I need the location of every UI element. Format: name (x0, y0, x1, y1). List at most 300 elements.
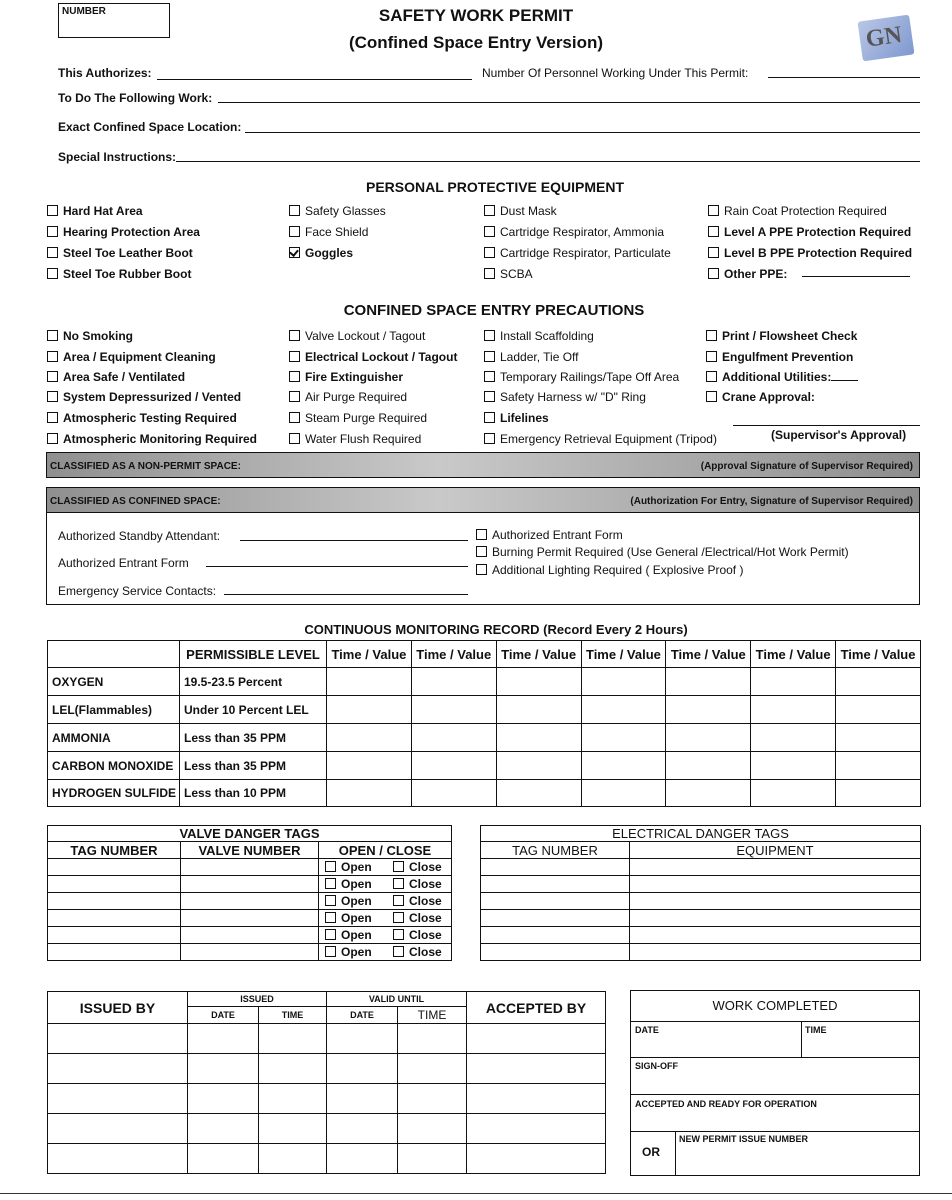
valid-time-cell[interactable] (398, 1054, 467, 1084)
valid-time-cell[interactable] (398, 1084, 467, 1114)
tag-cell[interactable] (48, 944, 181, 961)
prec-lifelines[interactable] (484, 411, 549, 425)
issued-by-cell[interactable] (48, 1024, 188, 1054)
equipment-cell[interactable] (630, 927, 921, 944)
time-value-header: Time / Value (581, 641, 666, 668)
checkbox-icon (47, 330, 58, 341)
reading-cell[interactable] (751, 780, 836, 807)
ppe-label: Hearing Protection Area (63, 225, 200, 239)
equipment-cell[interactable] (630, 910, 921, 927)
permissible-level: Less than 35 PPM (180, 724, 327, 752)
precaution-label: Electrical Lockout / Tagout (305, 350, 458, 364)
prec-steam-purge[interactable] (289, 411, 427, 425)
precaution-label: Air Purge Required (305, 390, 408, 404)
time-value-header: Time / Value (327, 641, 412, 668)
option-label: Burning Permit Required (Use General /Electrical/Hot Work Permit) (492, 545, 849, 559)
non-permit-label: CLASSIFIED AS A NON-PERMIT SPACE: (50, 461, 241, 472)
option-label: Authorized Entrant Form (492, 528, 623, 542)
table-row (48, 893, 452, 910)
permissible-level: Less than 10 PPM (180, 780, 327, 807)
close-option[interactable] (393, 928, 442, 942)
checkbox-icon (708, 247, 719, 258)
checkbox-icon (325, 861, 336, 872)
prec-electrical-lockout[interactable] (289, 350, 457, 364)
wc-time-divider (801, 1021, 802, 1057)
equipment-cell[interactable] (630, 876, 921, 893)
prec-area-cleaning[interactable] (47, 350, 216, 364)
precaution-label: Print / Flowsheet Check (722, 329, 858, 343)
other-ppe-field[interactable] (802, 276, 910, 277)
reading-cell[interactable] (496, 724, 581, 752)
reading-cell[interactable] (411, 668, 496, 696)
valid-date-cell[interactable] (327, 1144, 398, 1174)
ppe-dust-mask[interactable] (484, 204, 557, 218)
ppe-heading: PERSONAL PROTECTIVE EQUIPMENT (366, 179, 624, 195)
precaution-label: Emergency Retrieval Equipment (Tripod) (500, 432, 717, 446)
precaution-label: Ladder, Tie Off (500, 350, 579, 364)
open-label: Open (341, 860, 372, 874)
valid-time-cell[interactable] (398, 1144, 467, 1174)
close-label: Close (409, 877, 442, 891)
table-row (481, 944, 921, 961)
checkbox-icon (47, 247, 58, 258)
ppe-face-shield[interactable] (289, 225, 368, 239)
checkbox-icon (484, 433, 495, 444)
table-row (481, 927, 921, 944)
accepted-by-cell[interactable] (467, 1084, 606, 1114)
non-permit-band (46, 452, 920, 478)
ppe-label: Steel Toe Leather Boot (63, 246, 193, 260)
monitoring-table (47, 640, 921, 807)
logo-text: GN (864, 21, 904, 53)
checkbox-icon (484, 268, 495, 279)
close-label: Close (409, 860, 442, 874)
checkbox-icon (706, 330, 717, 341)
accepted-by-cell[interactable] (467, 1144, 606, 1174)
ppe-level-b[interactable] (708, 246, 912, 260)
checkbox-icon (393, 878, 404, 889)
table-row (48, 668, 921, 696)
standby-label: Authorized Standby Attendant: (58, 529, 221, 543)
issued-date-cell[interactable] (188, 1084, 259, 1114)
ppe-hard-hat[interactable] (47, 204, 143, 218)
ppe-rubber-boot[interactable] (47, 267, 191, 281)
checkbox-icon (325, 895, 336, 906)
reading-cell[interactable] (327, 724, 412, 752)
prec-no-smoking[interactable] (47, 329, 133, 343)
open-label: Open (341, 911, 372, 925)
wc-divider (631, 1094, 919, 1095)
ppe-safety-glasses[interactable] (289, 204, 386, 218)
emergency-field[interactable] (224, 594, 468, 595)
checkbox-icon (393, 946, 404, 957)
ppe-label: Hard Hat Area (63, 204, 143, 218)
reading-cell[interactable] (327, 696, 412, 724)
checkbox-icon (289, 433, 300, 444)
wc-signoff-label: SIGN-OFF (635, 1061, 678, 1071)
issued-date-cell[interactable] (188, 1054, 259, 1084)
wc-time-label: TIME (805, 1025, 827, 1035)
close-option[interactable] (393, 945, 442, 959)
precaution-label: Install Scaffolding (500, 329, 594, 343)
checkbox-icon (47, 268, 58, 279)
accepted-by-header: ACCEPTED BY (467, 992, 606, 1024)
checkbox-icon (47, 391, 58, 402)
reading-cell[interactable] (836, 780, 921, 807)
prec-harness[interactable] (484, 390, 646, 404)
ppe-label: Face Shield (305, 225, 369, 239)
table-row (48, 927, 452, 944)
equipment-header: EQUIPMENT (630, 842, 921, 859)
ppe-goggles[interactable] (289, 246, 353, 260)
issued-time-cell[interactable] (259, 1084, 327, 1114)
close-option[interactable] (393, 911, 442, 925)
reading-cell[interactable] (327, 752, 412, 780)
tag-cell[interactable] (48, 859, 181, 876)
checkbox-icon (476, 529, 487, 540)
reading-cell[interactable] (496, 780, 581, 807)
precaution-label: Area Safe / Ventilated (63, 370, 186, 384)
issued-header: ISSUED (188, 992, 327, 1007)
ppe-label: Dust Mask (500, 204, 557, 218)
ppe-leather-boot[interactable] (47, 246, 193, 260)
precaution-label: Atmospheric Monitoring Required (63, 432, 258, 446)
reading-cell[interactable] (836, 696, 921, 724)
utilities-field[interactable] (831, 380, 858, 381)
reading-cell[interactable] (751, 752, 836, 780)
checkbox-icon (484, 391, 495, 402)
authorizes-field[interactable] (157, 79, 472, 80)
valve-number-header: VALVE NUMBER (181, 842, 319, 859)
time-value-header: Time / Value (496, 641, 581, 668)
prec-water-flush[interactable] (289, 432, 421, 446)
valve-tags-table (47, 825, 452, 961)
close-option[interactable] (393, 877, 442, 891)
issued-by-cell[interactable] (48, 1114, 188, 1144)
ppe-level-a[interactable] (708, 225, 911, 239)
ppe-other[interactable] (708, 267, 787, 281)
open-option[interactable] (325, 928, 393, 942)
precaution-label: System Depressurized / Vented (63, 390, 242, 404)
gn-logo (857, 15, 914, 62)
table-row (48, 780, 921, 807)
valve-cell[interactable] (181, 859, 319, 876)
ppe-scba[interactable] (484, 267, 533, 281)
checkbox-icon (708, 205, 719, 216)
entrant-label: Authorized Entrant Form (58, 556, 189, 570)
reading-cell[interactable] (581, 752, 666, 780)
reading-cell[interactable] (751, 696, 836, 724)
issued-date-cell[interactable] (188, 1144, 259, 1174)
tag-cell[interactable] (48, 927, 181, 944)
issued-by-cell[interactable] (48, 1084, 188, 1114)
ppe-label: Cartridge Respirator, Particulate (500, 246, 671, 260)
work-field[interactable] (218, 102, 920, 103)
ppe-label: Cartridge Respirator, Ammonia (500, 225, 665, 239)
ppe-label: Other PPE: (724, 267, 788, 281)
accepted-by-cell[interactable] (467, 1114, 606, 1144)
open-option[interactable] (325, 894, 393, 908)
reading-cell[interactable] (411, 752, 496, 780)
precaution-label: Area / Equipment Cleaning (63, 350, 216, 364)
issued-date-cell[interactable] (188, 1024, 259, 1054)
accepted-by-cell[interactable] (467, 1024, 606, 1054)
open-option[interactable] (325, 945, 393, 959)
reading-cell[interactable] (666, 752, 751, 780)
page-subtitle: (Confined Space Entry Version) (348, 33, 604, 52)
issued-time-cell[interactable] (259, 1054, 327, 1084)
ppe-hearing[interactable] (47, 225, 200, 239)
opt-entrant-form[interactable] (476, 528, 623, 542)
close-label: Close (409, 945, 442, 959)
equipment-cell[interactable] (630, 859, 921, 876)
table-row (48, 1084, 606, 1114)
reading-cell[interactable] (751, 724, 836, 752)
page-title: SAFETY WORK PERMIT (378, 6, 574, 25)
valve-cell[interactable] (181, 927, 319, 944)
checkbox-icon (47, 205, 58, 216)
instructions-label: Special Instructions: (58, 150, 177, 164)
prec-valve-lockout[interactable] (289, 329, 425, 343)
tag-cell[interactable] (48, 876, 181, 893)
close-option[interactable] (393, 860, 442, 874)
permissible-level: Less than 35 PPM (180, 752, 327, 780)
prec-scaffolding[interactable] (484, 329, 594, 343)
ppe-label: Rain Coat Protection Required (724, 204, 887, 218)
issued-time-header: TIME (259, 1007, 327, 1024)
issued-time-cell[interactable] (259, 1024, 327, 1054)
permissible-level: Under 10 Percent LEL (180, 696, 327, 724)
valve-cell[interactable] (181, 944, 319, 961)
checkbox-icon (47, 226, 58, 237)
gas-name: HYDROGEN SULFIDE (48, 780, 180, 807)
confined-note: (Authorization For Entry, Signature of Supervisor Required) (630, 496, 913, 507)
checkbox-icon (289, 330, 300, 341)
issued-by-cell[interactable] (48, 1054, 188, 1084)
issued-by-header: ISSUED BY (48, 992, 188, 1024)
valid-time-cell[interactable] (398, 1024, 467, 1054)
checkbox-icon (289, 351, 300, 362)
work-completed-title: WORK COMPLETED (712, 998, 838, 1013)
opt-lighting[interactable] (476, 563, 743, 577)
work-completed-box (630, 990, 920, 1176)
electrical-tags-title: ELECTRICAL DANGER TAGS (481, 826, 921, 842)
reading-cell[interactable] (496, 668, 581, 696)
valve-cell[interactable] (181, 910, 319, 927)
reading-cell[interactable] (496, 752, 581, 780)
instructions-field[interactable] (176, 161, 920, 162)
emergency-label: Emergency Service Contacts: (58, 584, 217, 598)
table-row (48, 724, 921, 752)
ppe-label: Goggles (305, 246, 354, 260)
checkbox-icon (476, 546, 487, 557)
checkbox-icon (325, 878, 336, 889)
standby-field[interactable] (240, 540, 468, 541)
entrant-field[interactable] (206, 566, 468, 567)
open-label: Open (341, 928, 372, 942)
table-row (481, 893, 921, 910)
precaution-label: Crane Approval: (722, 390, 815, 404)
reading-cell[interactable] (666, 696, 751, 724)
precaution-label: Atmospheric Testing Required (63, 411, 237, 425)
ppe-label: Level A PPE Protection Required (724, 225, 912, 239)
prec-retrieval[interactable] (484, 432, 717, 446)
work-label: To Do The Following Work: (58, 91, 213, 105)
close-label: Close (409, 911, 442, 925)
personnel-label: Number Of Personnel Working Under This Permit: (482, 66, 749, 80)
table-row (48, 944, 452, 961)
reading-cell[interactable] (666, 724, 751, 752)
checkbox-icon (289, 226, 300, 237)
prec-depressurized[interactable] (47, 390, 241, 404)
checkbox-icon (393, 895, 404, 906)
checkbox-icon (706, 391, 717, 402)
wc-new-permit-label: NEW PERMIT ISSUE NUMBER (679, 1134, 809, 1144)
reading-cell[interactable] (666, 780, 751, 807)
wc-divider (631, 1057, 919, 1058)
table-row (481, 876, 921, 893)
tag-cell[interactable] (48, 893, 181, 910)
wc-divider (631, 1021, 919, 1022)
prec-ladder[interactable] (484, 350, 579, 364)
prec-railings[interactable] (484, 370, 679, 384)
checked-checkbox-icon (289, 247, 300, 258)
reading-cell[interactable] (496, 696, 581, 724)
accepted-by-cell[interactable] (467, 1054, 606, 1084)
tag-cell[interactable] (481, 876, 630, 893)
checkbox-icon (706, 351, 717, 362)
tag-cell[interactable] (481, 859, 630, 876)
close-option[interactable] (393, 894, 442, 908)
reading-cell[interactable] (836, 668, 921, 696)
wc-date-label: DATE (635, 1025, 659, 1035)
issued-date-cell[interactable] (188, 1114, 259, 1144)
electrical-tags-table (480, 825, 921, 961)
open-close-header: OPEN / CLOSE (319, 842, 452, 859)
reading-cell[interactable] (581, 724, 666, 752)
prec-air-purge[interactable] (289, 390, 407, 404)
open-label: Open (341, 945, 372, 959)
reading-cell[interactable] (666, 668, 751, 696)
location-field[interactable] (245, 132, 920, 133)
issued-time-cell[interactable] (259, 1114, 327, 1144)
prec-area-safe[interactable] (47, 370, 185, 384)
valid-date-header: DATE (327, 1007, 398, 1024)
open-option[interactable] (325, 877, 393, 891)
checkbox-icon (393, 912, 404, 923)
equipment-cell[interactable] (630, 944, 921, 961)
checkbox-icon (325, 946, 336, 957)
precaution-label: Temporary Railings/Tape Off Area (500, 370, 680, 384)
opt-burning-permit[interactable] (476, 545, 849, 559)
table-row (48, 876, 452, 893)
open-option[interactable] (325, 911, 393, 925)
checkbox-icon (289, 205, 300, 216)
ppe-resp-particulate[interactable] (484, 246, 671, 260)
permissible-level: 19.5-23.5 Percent (180, 668, 327, 696)
reading-cell[interactable] (581, 696, 666, 724)
precaution-label: Engulfment Prevention (722, 350, 854, 364)
valid-date-cell[interactable] (327, 1114, 398, 1144)
gas-name: CARBON MONOXIDE (48, 752, 180, 780)
valid-date-cell[interactable] (327, 1024, 398, 1054)
reading-cell[interactable] (581, 668, 666, 696)
issued-time-cell[interactable] (259, 1144, 327, 1174)
reading-cell[interactable] (411, 724, 496, 752)
table-row (48, 1114, 606, 1144)
prec-atm-monitoring[interactable] (47, 432, 257, 446)
table-row (48, 1054, 606, 1084)
authorizes-label: This Authorizes: (58, 66, 152, 80)
option-label: Additional Lighting Required ( Explosive Proof ) (492, 563, 744, 577)
prec-utilities[interactable] (706, 370, 831, 384)
reading-cell[interactable] (581, 780, 666, 807)
ppe-label: Steel Toe Rubber Boot (63, 267, 192, 281)
reading-cell[interactable] (836, 724, 921, 752)
issued-by-cell[interactable] (48, 1144, 188, 1174)
prec-crane[interactable] (706, 390, 815, 404)
tag-cell[interactable] (481, 910, 630, 927)
valid-time-cell[interactable] (398, 1114, 467, 1144)
close-label: Close (409, 894, 442, 908)
open-option[interactable] (325, 860, 393, 874)
checkbox-icon (325, 912, 336, 923)
tag-cell[interactable] (481, 927, 630, 944)
wc-or-divider (675, 1131, 676, 1175)
checkbox-icon (289, 371, 300, 382)
prec-atm-testing[interactable] (47, 411, 237, 425)
checkbox-icon (484, 205, 495, 216)
tag-cell[interactable] (481, 944, 630, 961)
valid-date-cell[interactable] (327, 1054, 398, 1084)
tag-cell[interactable] (48, 910, 181, 927)
open-label: Open (341, 894, 372, 908)
checkbox-icon (484, 247, 495, 258)
checkbox-icon (47, 371, 58, 382)
valve-cell[interactable] (181, 893, 319, 910)
checkbox-icon (393, 861, 404, 872)
reading-cell[interactable] (411, 780, 496, 807)
prec-fire-ext[interactable] (289, 370, 403, 384)
precaution-label: Fire Extinguisher (305, 370, 404, 384)
confined-label: CLASSIFIED AS CONFINED SPACE: (50, 496, 221, 507)
table-row (481, 859, 921, 876)
reading-cell[interactable] (327, 668, 412, 696)
gas-header (48, 641, 180, 668)
valve-cell[interactable] (181, 876, 319, 893)
personnel-field[interactable] (768, 77, 920, 78)
precaution-label: Valve Lockout / Tagout (305, 329, 426, 343)
prec-flowsheet[interactable] (706, 329, 857, 343)
ppe-resp-ammonia[interactable] (484, 225, 664, 239)
ppe-rain-coat[interactable] (708, 204, 887, 218)
reading-cell[interactable] (327, 780, 412, 807)
reading-cell[interactable] (836, 752, 921, 780)
checkbox-icon (289, 412, 300, 423)
tag-number-header: TAG NUMBER (481, 842, 630, 859)
table-row (48, 1144, 606, 1174)
checkbox-icon (393, 929, 404, 940)
supervisor-approval-field[interactable] (733, 425, 920, 426)
prec-engulfment[interactable] (706, 350, 853, 364)
time-value-header: Time / Value (836, 641, 921, 668)
reading-cell[interactable] (751, 668, 836, 696)
reading-cell[interactable] (411, 696, 496, 724)
table-row (48, 1024, 606, 1054)
valid-date-cell[interactable] (327, 1084, 398, 1114)
equipment-cell[interactable] (630, 893, 921, 910)
tag-cell[interactable] (481, 893, 630, 910)
